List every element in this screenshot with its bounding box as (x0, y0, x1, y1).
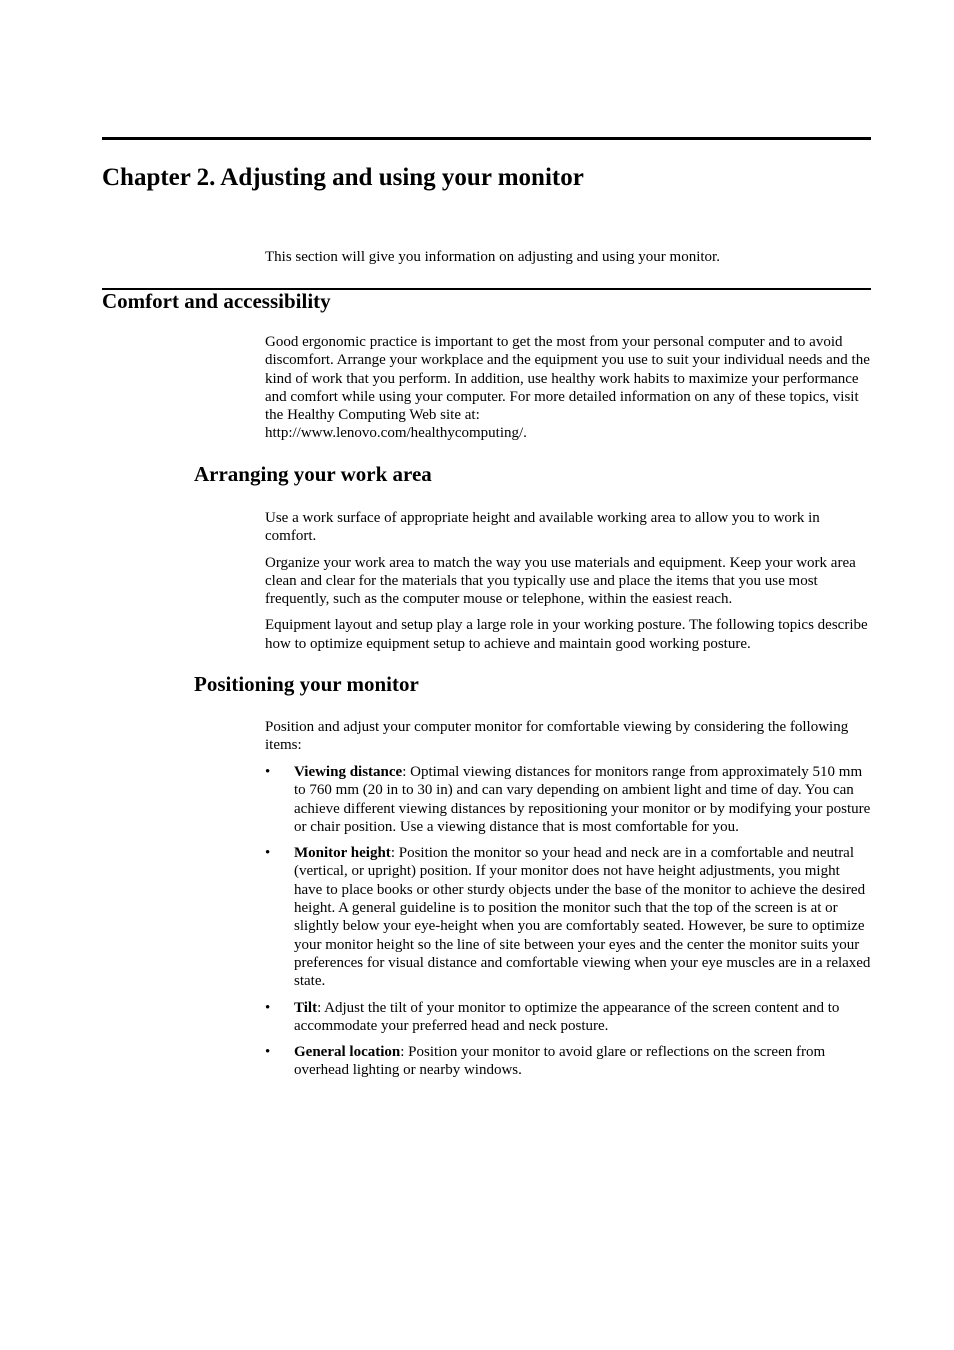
bullet-text: : Optimal viewing distances for monitors range from approximately 510 mm to 760 mm (20 in to 30 in) and can vary depending on ambient light and time of day. You can achieve different viewing distances by repositioning your monitor or by modifying your posture or chair position. Use a viewing distance that is most comfortable for you. (294, 764, 871, 835)
monitor-intro: Position and adjust your computer monitor for comfortable viewing by considering the following items: (265, 719, 849, 754)
bullet-item-general-location (265, 1043, 871, 1080)
bullet-marker: • (265, 845, 271, 862)
bullet-text: : Adjust the tilt of your monitor to optimize the appearance of the screen content and to accommodate your preferred head and neck posture. (294, 999, 840, 1034)
bullet-item-viewing-distance (265, 763, 871, 836)
subsection-title-monitor: Positioning your monitor (194, 672, 419, 696)
work-area-paragraph: Equipment layout and setup play a large role in your working posture. The following topics describe how to optimize equipment setup to achieve and maintain good working posture. (265, 617, 868, 652)
work-area-paragraph: Organize your work area to match the way you use materials and equipment. Keep your work area clean and clear for the materials that you typically use and place the items that you use most frequently, such as the computer mouse or telephone, within the easiest reach. (265, 554, 856, 608)
bullet-item-monitor-height (265, 844, 871, 990)
comfort-paragraph: Good ergonomic practice is important to get the most from your personal computer and to avoid discomfort. Arrange your workplace and the equipment you use to suit your individual needs and the kind of work that you perform. In addition, use healthy work habits to maximize your performance and comfort while using your computer. For more detailed information on any of these topics, visit the Healthy Computing Web site at: (265, 334, 870, 424)
monitor-intro-block (265, 718, 871, 763)
section-title-comfort: Comfort and accessibility (102, 289, 331, 313)
bullet-term: Monitor height (294, 845, 391, 862)
bullet-term: Tilt (294, 999, 318, 1016)
bullet-text: : Position your monitor to avoid glare or reflections on the screen from overhead lighting or nearby windows. (294, 1044, 826, 1079)
work-area-block (265, 509, 871, 661)
comfort-block (265, 333, 871, 443)
chapter-intro-block (265, 248, 871, 274)
chapter-title: Chapter 2. Adjusting and using your monitor (102, 164, 584, 191)
bullet-term: General location (294, 1044, 401, 1061)
healthy-computing-link[interactable]: http://www.lenovo.com/healthycomputing/. (265, 425, 527, 442)
bullet-marker: • (265, 764, 271, 780)
work-area-paragraph: Use a work surface of appropriate height and available working area to allow you to work in comfort. (265, 510, 820, 545)
bullet-item-tilt (265, 999, 871, 1036)
bullet-marker: • (265, 1044, 271, 1061)
bullet-marker: • (265, 999, 271, 1016)
subsection-title-work-area: Arranging your work area (194, 462, 432, 486)
monitor-bullet-list (265, 763, 871, 1088)
bullet-term: Viewing distance (294, 764, 403, 780)
chapter-intro: This section will give you information on adjusting and using your monitor. (265, 249, 720, 265)
chapter-rule (102, 137, 871, 140)
bullet-text: : Position the monitor so your head and neck are in a comfortable and neutral (vertical, or upright) position. If your monitor does not have height adjustments, you might have to place books or other sturdy objects under the base of the monitor to achieve the desired height. A general guideline is to position the monitor such that the top of the screen is at or slightly below your eye-height when you are comfortably seated. However, be sure to optimize your monitor height so the line of site between your eyes and the center the monitor suits your preferences for visual distance and comfortable viewing when your eye muscles are in a relaxed state. (294, 845, 871, 990)
